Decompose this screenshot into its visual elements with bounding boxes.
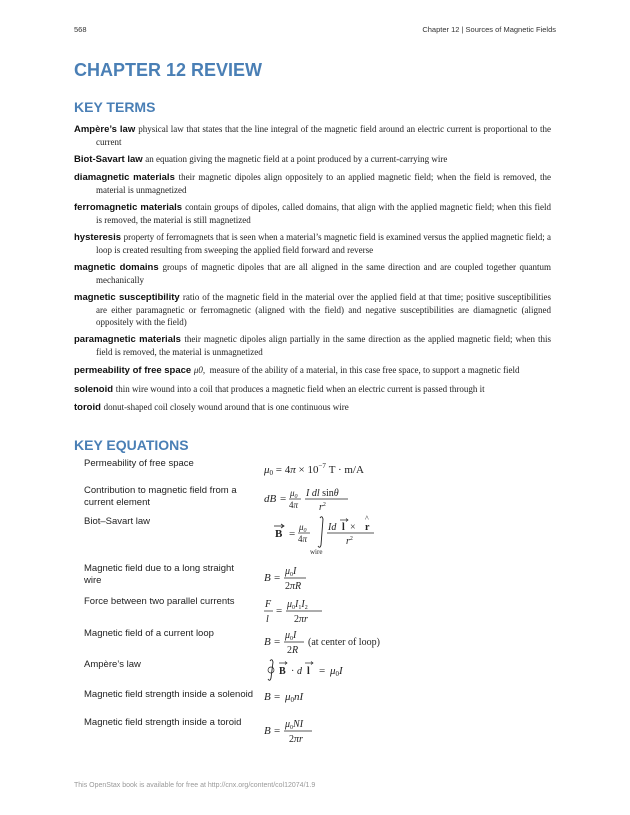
equation-long-straight-wire: [264, 563, 364, 593]
key-terms-list: [74, 123, 551, 419]
equation-label: Magnetic field strength inside a toroid: [84, 717, 242, 728]
term-magnetic-domains: [74, 261, 551, 286]
svg-text:B: B: [264, 572, 271, 584]
loop-center-note: (at center of loop): [308, 637, 380, 648]
svg-text:4π: 4π: [289, 500, 299, 510]
svg-text:B: B: [279, 666, 286, 677]
svg-text:=: =: [289, 528, 296, 540]
equation-label: Magnetic field of a current loop: [84, 628, 214, 639]
equation-label: Ampère’s law: [84, 659, 141, 670]
svg-text:μ0I: $\mu_0I$: [285, 630, 297, 642]
term-name: Biot-Savart law: [74, 154, 143, 165]
term-definition: contain groups of dipoles, called domains, that align with the applied magnetic field; when this field is removed, the material is still magnetized: [96, 202, 551, 225]
svg-text:B: B: [264, 636, 271, 648]
equation-toroid: [264, 717, 364, 747]
svg-text:μ0I: $\mu_0I$: [285, 566, 297, 578]
term-name: paramagnetic materials: [74, 334, 181, 345]
svg-text:μ0: $\mu_0$: [290, 488, 298, 500]
svg-text:^: ^: [365, 514, 369, 523]
equation-label: Force between two parallel currents: [84, 596, 235, 607]
svg-text:2R: 2R: [287, 645, 299, 656]
svg-text:=: =: [274, 636, 281, 648]
svg-text:Id: Id: [328, 522, 337, 533]
equation-current-loop: [264, 628, 444, 658]
svg-text:l: l: [342, 522, 345, 533]
equation-row-solenoid: [84, 689, 554, 713]
svg-text:l: l: [307, 666, 310, 677]
term-name: magnetic domains: [74, 262, 159, 273]
svg-text:B: B: [275, 528, 283, 540]
term-biot-savart-law: [74, 153, 551, 166]
key-equations-heading: KEY EQUATIONS: [74, 437, 189, 453]
term-definition: an equation giving the magnetic field at a point produced by a current-carrying wire: [145, 154, 448, 164]
term-toroid: [74, 401, 551, 414]
svg-text:2πr: 2πr: [289, 734, 303, 745]
term-ferromagnetic-materials: [74, 201, 551, 226]
term-name: ferromagnetic materials: [74, 202, 183, 213]
svg-text:μ0 = 4π × 10−7 T · m/A: $\mu 0 = 4\pi \times 10^{-7}$ T · m/A: [264, 462, 364, 477]
term-definition: property of ferromagnets that is seen when a material’s magnetic field is examined versus the applied magnetic field; a loop is created resulting from sweeping the applied field forward and reverse: [96, 232, 552, 255]
svg-text:=: =: [274, 691, 281, 703]
term-definition: physical law that states that the line integral of the magnetic field around an electric current is proportional to the current: [96, 124, 552, 147]
svg-text:μ0nI: μ0nI: [285, 691, 304, 704]
integral-limit-wire: wire: [310, 548, 323, 556]
equation-solenoid: [264, 689, 344, 709]
running-title: Chapter 12 | Sources of Magnetic Fields: [422, 25, 556, 34]
equation-biot-savart-law: [264, 516, 414, 556]
term-amperes-law: [74, 123, 551, 148]
term-name: toroid: [74, 402, 101, 413]
svg-text:B: B: [264, 691, 271, 703]
term-permeability-of-free-space: [74, 363, 551, 378]
equation-row-toroid: [84, 717, 554, 747]
equation-row-biot-savart: [84, 516, 554, 556]
term-magnetic-susceptibility: [74, 291, 551, 328]
term-definition: their magnetic dipoles align oppositely to an applied magnetic field; when the field is removed, the material is unmagnetized: [96, 172, 552, 195]
term-hysteresis: [74, 231, 551, 256]
equation-row-current-loop: [84, 628, 554, 658]
svg-text:B: B: [264, 725, 271, 737]
svg-text:μ0I1I2: $\mu_0I_1I_2$: [287, 599, 308, 611]
svg-text:4π: 4π: [298, 534, 308, 544]
chapter-title: CHAPTER 12 REVIEW: [74, 60, 263, 80]
svg-text:=: =: [274, 572, 281, 584]
equation-label: Biot–Savart law: [84, 516, 151, 527]
svg-text:μ0: $\mu_0$: [299, 522, 307, 534]
term-name: magnetic susceptibility: [74, 292, 180, 303]
page-number: 568: [74, 25, 87, 34]
equation-parallel-currents: [264, 596, 374, 626]
term-definition: donut-shaped coil closely wound around that is one continuous wire: [103, 402, 349, 412]
term-paramagnetic-materials: [74, 333, 551, 358]
mu-zero-symbol: μ0,: [193, 365, 206, 375]
term-name: diamagnetic materials: [74, 172, 175, 183]
term-solenoid: [74, 383, 551, 396]
svg-text:×: ×: [350, 522, 356, 533]
svg-text:dB: dB: [264, 493, 277, 505]
svg-text:=: =: [319, 665, 326, 677]
term-definition: their magnetic dipoles align partially in the same direction as the applied magnetic field; when this field is removed, the material is unmagnetized: [96, 334, 551, 357]
footer-note: This OpenStax book is available for free at http://cnx.org/content/col12074/1.9: [74, 782, 316, 789]
svg-text:r: r: [365, 522, 370, 533]
equation-label: Magnetic field strength inside a solenoid: [84, 689, 253, 700]
svg-text:F: F: [265, 599, 272, 610]
svg-text:=: =: [276, 605, 283, 617]
term-name: hysteresis: [74, 232, 122, 243]
equation-amperes-law: [264, 659, 384, 683]
svg-text:2πR: 2πR: [285, 581, 302, 592]
svg-text:μ0NI: $\mu_0NI$: [285, 719, 304, 731]
svg-text:μ0I: μ0I: [330, 665, 343, 678]
term-name: permeability of free space: [74, 365, 192, 376]
equation-label: Magnetic field due to a long straight wire: [84, 563, 234, 586]
equation-row-straight-wire: [84, 563, 554, 593]
svg-text:·: ·: [291, 666, 295, 677]
equation-label: Contribution to magnetic field from a current element: [84, 485, 237, 508]
term-name: solenoid: [74, 384, 114, 395]
equation-row-parallel-currents: [84, 596, 554, 626]
svg-text:=: =: [280, 493, 287, 505]
svg-text:l: l: [266, 614, 269, 625]
equation-row-permeability: [84, 458, 554, 478]
equation-label: Permeability of free space: [84, 458, 194, 469]
svg-text:=: =: [274, 725, 281, 737]
term-definition: ratio of the magnetic field in the material over the applied field at that time; positive susceptibilities are either paramagnetic or ferromagnetic (aligned with the field) and negative susceptibilities are diamagnetic (aligned oppositely with the field): [96, 292, 551, 327]
svg-text:r2: $r^2$: [346, 536, 353, 547]
term-definition: measure of the ability of a material, in this case free space, to support a magnetic field: [209, 365, 520, 375]
term-definition: thin wire wound into a coil that produces a magnetic field when an electric current is passed through it: [115, 384, 485, 394]
equation-permeability-free-space: [264, 458, 404, 478]
svg-text:d: d: [297, 666, 302, 677]
term-definition: groups of magnetic dipoles that are all aligned in the same direction and are coupled together quantum mechanically: [96, 262, 551, 285]
equation-row-amperes-law: [84, 659, 554, 683]
term-name: Ampère’s law: [74, 124, 136, 135]
svg-text:2πr: 2πr: [294, 614, 308, 625]
key-terms-heading: KEY TERMS: [74, 99, 156, 115]
svg-text:I dl sinθ: I dl sinθ: [306, 488, 339, 499]
svg-text:r2: $r^2$: [319, 502, 326, 513]
term-diamagnetic-materials: [74, 171, 551, 196]
